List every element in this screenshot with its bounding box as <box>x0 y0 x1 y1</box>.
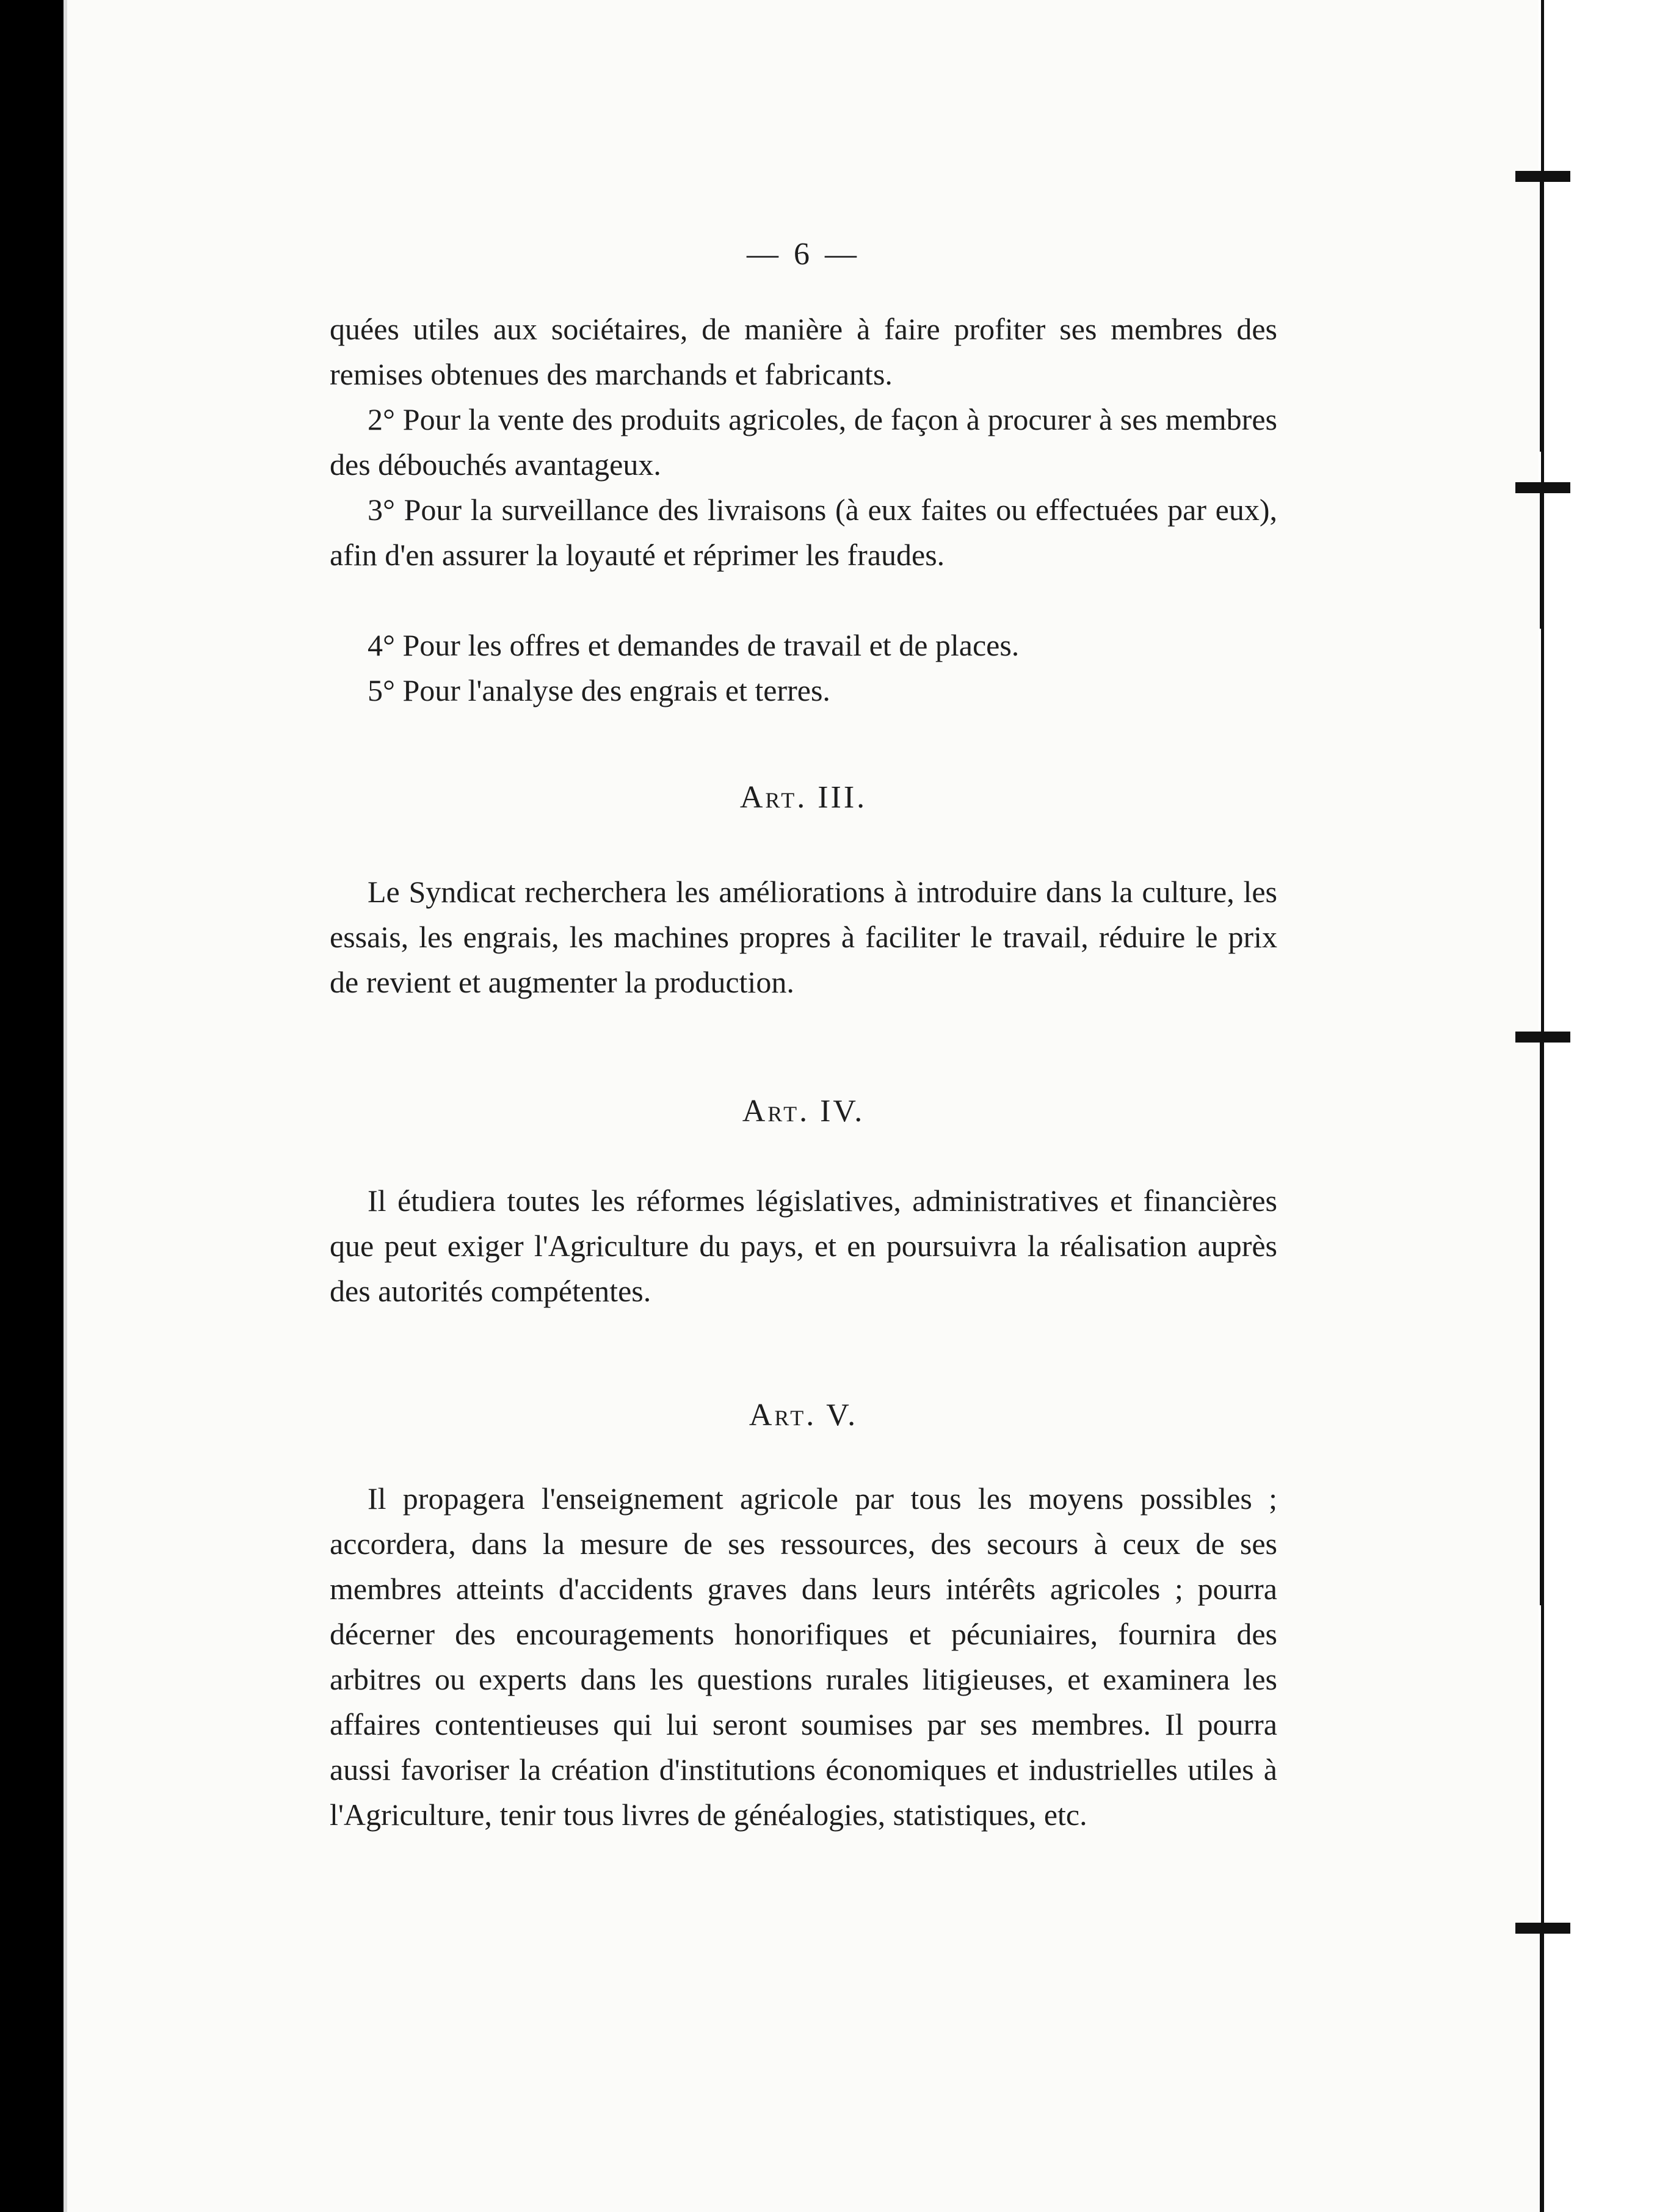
binding-spine <box>1539 0 1668 2212</box>
staple-mark <box>1540 171 1543 452</box>
article-heading: Art. III. <box>739 780 868 815</box>
article-paragraph: Le Syndicat recherchera les améliorations à introduire dans la culture, les essais, les engrais, les machines propres à faciliter le travail, réduire le prix de revient et augmenter la production. <box>330 875 1277 999</box>
staple-mark <box>1540 482 1543 629</box>
list-item: 3° Pour la surveillance des livraisons (à eux faites ou effectuées par eux), afin d'en assurer la loyauté et réprimer les fraudes. <box>330 493 1277 572</box>
article-heading: Art. IV. <box>742 1094 865 1129</box>
article-heading: Art. V. <box>749 1398 858 1433</box>
page-left-edge <box>63 0 67 2212</box>
staple-mark <box>1540 1032 1543 1605</box>
page-number: — 6 — <box>747 237 860 272</box>
article-paragraph: Il propagera l'enseignement agricole par tous les moyens possibles ; accordera, dans la mesure de ses ressources, des secours à ceux de ses membres atteints d'accidents graves dans leurs intérêts agricoles ; pourra décerner des encouragements honorifiques et pécuniaires, fournira des arbitres ou experts dans les questions rurales litigieuses, et examinera les affaires contentieuses qui lui seront soumises par ses membres. Il pourra aussi favoriser la création d'institutions économiques et industrielles utiles à l'Agriculture, tenir tous livres de généalogies, statistiques, etc. <box>330 1481 1277 1832</box>
intro-paragraph: quées utiles aux sociétaires, de manière à faire profiter ses membres des remises obtenues des marchands et fabricants. <box>330 312 1277 391</box>
staple-mark <box>1540 1923 1543 2212</box>
list-item: 4° Pour les offres et demandes de travail et de places. <box>368 628 1020 662</box>
list-item: 5° Pour l'analyse des engrais et terres. <box>368 673 830 707</box>
list-item: 2° Pour la vente des produits agricoles, de façon à procurer à ses membres des débouchés avantageux. <box>330 402 1277 482</box>
article-paragraph: Il étudiera toutes les réformes législatives, administratives et financières que peut exiger l'Agriculture du pays, et en poursuivra la réalisation auprès des autorités compétentes. <box>330 1184 1277 1308</box>
